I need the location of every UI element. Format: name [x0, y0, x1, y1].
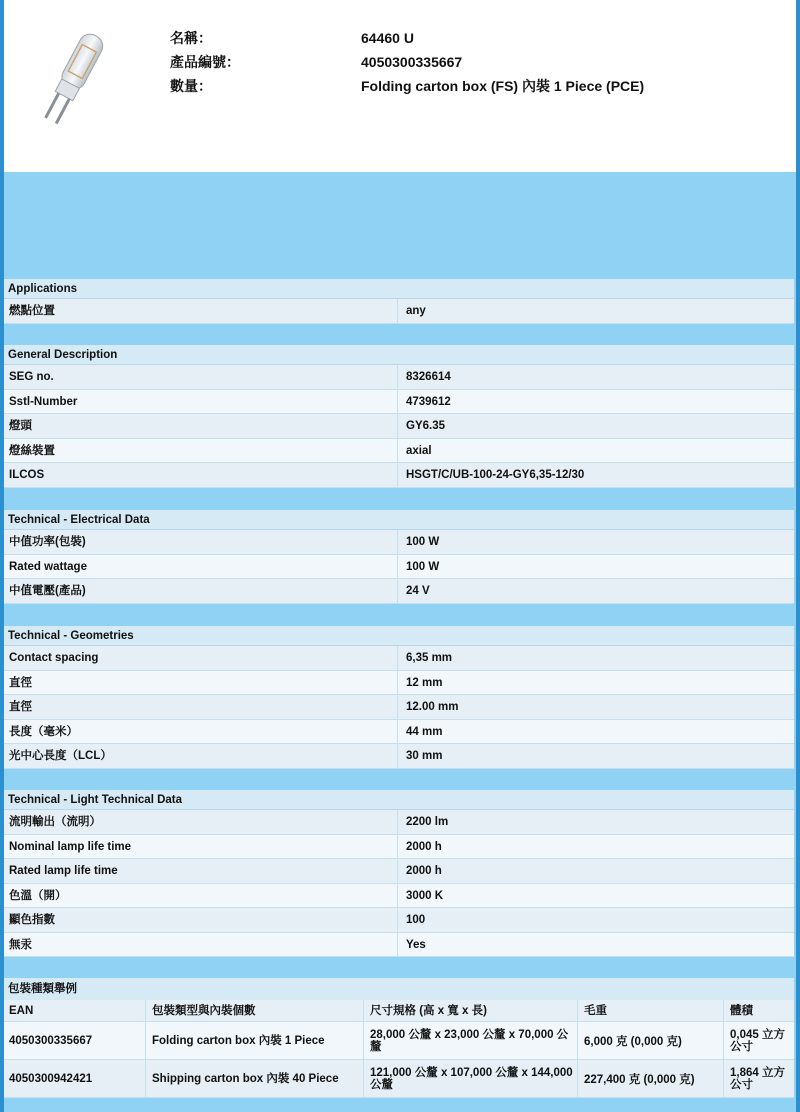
electrical-data-section — [4, 510, 794, 604]
spec-value: 2000 h — [406, 865, 442, 877]
spec-key: Rated wattage — [4, 555, 398, 579]
spec-row — [4, 859, 794, 884]
spec-value: 30 mm — [406, 750, 443, 762]
spec-value: 3000 K — [406, 889, 444, 902]
gross-weight-cell: 227,400 克 (0,000 克) — [578, 1060, 724, 1097]
section-title: Applications — [4, 279, 794, 299]
spec-row — [4, 463, 794, 488]
spec-row — [4, 933, 794, 958]
spec-key: SEG no. — [4, 365, 398, 389]
section-title: 包裝種類舉例 — [4, 978, 794, 1000]
spec-key: 色溫（開） — [4, 884, 398, 908]
name-value: 64460 U — [361, 30, 414, 46]
spec-key: Contact spacing — [4, 646, 398, 670]
spec-row — [4, 908, 794, 933]
name-label: 名稱： — [170, 30, 212, 46]
applications-section — [4, 279, 794, 324]
dimensions-cell: 28,000 公釐 x 23,000 公釐 x 70,000 公釐 — [364, 1022, 578, 1059]
spec-row — [4, 555, 794, 580]
spec-row — [4, 365, 794, 390]
spec-key: 直徑 — [4, 671, 398, 695]
section-title: Technical - Geometries — [4, 626, 794, 646]
spec-value: 4739612 — [406, 395, 451, 408]
spec-row — [4, 390, 794, 415]
spec-value: any — [406, 305, 426, 317]
col-package-type: 包裝類型與內裝個數 — [146, 1000, 364, 1021]
spec-key: Sstl-Number — [4, 390, 398, 414]
spec-value: 8326614 — [406, 371, 451, 383]
spec-row — [4, 695, 794, 720]
packaging-header-row — [4, 1000, 794, 1022]
volume-cell: 0,045 立方公寸 — [730, 1028, 785, 1053]
geometries-section — [4, 626, 794, 769]
ean-cell: 4050300335667 — [4, 1022, 146, 1059]
spec-value: 100 W — [406, 536, 440, 548]
spec-row — [4, 835, 794, 860]
spec-value: axial — [406, 444, 432, 457]
volume-cell: 1,864 立方公寸 — [730, 1066, 785, 1091]
quantity-value: Folding carton box (FS) 內裝 1 Piece (PCE) — [361, 78, 645, 94]
light-data-section — [4, 790, 794, 957]
section-title: General Description — [4, 345, 794, 365]
spec-row — [4, 671, 794, 696]
gross-weight-cell: 6,000 克 (0,000 克) — [578, 1022, 724, 1059]
spec-value: 24 V — [406, 585, 430, 597]
spec-key: 顯色指數 — [4, 908, 398, 932]
spec-value: 12 mm — [406, 676, 443, 689]
spec-key: Rated lamp life time — [4, 859, 398, 883]
product-header — [0, 0, 800, 172]
dimensions-cell: 121,000 公釐 x 107,000 公釐 x 144,000 公釐 — [364, 1060, 578, 1097]
col-ean: EAN — [4, 1000, 146, 1021]
spec-key: 中值電壓(產品) — [4, 579, 398, 603]
product-no-label: 產品編號： — [170, 54, 240, 70]
spec-key: ILCOS — [4, 463, 398, 487]
spec-key: Nominal lamp life time — [4, 835, 398, 859]
halogen-lamp-image — [26, 22, 118, 140]
package-type-cell: Shipping carton box 內裝 40 Piece — [146, 1060, 364, 1097]
section-title: Technical - Light Technical Data — [4, 790, 794, 810]
table-row — [4, 1060, 794, 1098]
spec-row — [4, 884, 794, 909]
spec-row — [4, 810, 794, 835]
spec-value: 2000 h — [406, 840, 442, 853]
spec-value: HSGT/C/UB-100-24-GY6,35-12/30 — [406, 469, 585, 481]
general-description-section — [4, 345, 794, 488]
spec-row — [4, 744, 794, 769]
spec-key: 燈絲裝置 — [4, 439, 398, 463]
spec-key: 燃點位置 — [4, 299, 398, 323]
product-no-value: 4050300335667 — [361, 54, 463, 70]
col-dimensions: 尺寸規格 (高 x 寬 x 長) — [364, 1000, 578, 1021]
col-volume: 體積 — [730, 1004, 753, 1017]
spec-value: 44 mm — [406, 725, 443, 738]
spec-value: 6,35 mm — [406, 652, 453, 664]
spec-row — [4, 439, 794, 464]
section-title: Technical - Electrical Data — [4, 510, 794, 530]
ean-cell: 4050300942421 — [4, 1060, 146, 1097]
spec-row — [4, 579, 794, 604]
spec-value: 2200 lm — [406, 816, 449, 828]
spec-key: 光中心長度（LCL） — [4, 744, 398, 768]
table-row — [4, 1022, 794, 1060]
spec-row — [4, 530, 794, 555]
spec-row — [4, 720, 794, 745]
package-type-cell: Folding carton box 內裝 1 Piece — [146, 1022, 364, 1059]
packaging-section — [4, 978, 794, 1098]
spec-value: 100 — [406, 914, 426, 926]
quantity-label: 數量： — [170, 78, 212, 94]
spec-row — [4, 646, 794, 671]
spec-value: 100 W — [406, 560, 440, 573]
spec-key: 中值功率(包裝) — [4, 530, 398, 554]
spec-key: 直徑 — [4, 695, 398, 719]
spec-row — [4, 414, 794, 439]
spec-key: 長度（毫米） — [4, 720, 398, 744]
col-gross-weight: 毛重 — [578, 1000, 724, 1021]
spec-key: 流明輸出（流明） — [4, 810, 398, 834]
spec-key: 無汞 — [4, 933, 398, 957]
spec-value: GY6.35 — [406, 420, 445, 432]
spec-row — [4, 299, 794, 324]
spec-key: 燈頭 — [4, 414, 398, 438]
spec-value: 12.00 mm — [406, 701, 459, 713]
spec-value: Yes — [406, 938, 426, 951]
